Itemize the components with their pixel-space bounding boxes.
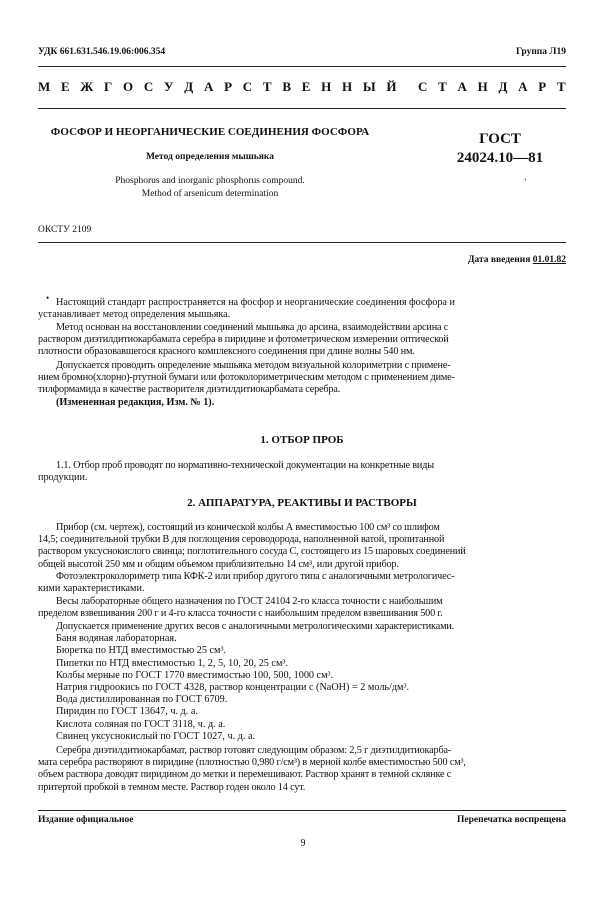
intro-paragraph-3: [38, 360, 566, 409]
list-item: Колбы мерные по ГОСТ 1770 вместимостью 100, 500, 1000 см³.: [56, 669, 334, 681]
banner-letter: С: [143, 79, 154, 94]
text-line: устанавливает метод определения мышьяка.: [38, 309, 231, 321]
document-title: ФОСФОР И НЕОРГАНИЧЕСКИЕ СОЕДИНЕНИЯ ФОСФОРА: [50, 126, 370, 138]
okstu-rule: [38, 242, 566, 243]
banner-letter: М: [38, 79, 51, 94]
photometer-paragraph: [38, 571, 566, 595]
header-rule: [38, 66, 566, 67]
banner-letter: С: [417, 79, 428, 94]
footer-rule: [38, 810, 566, 811]
text-line: объем раствора доводят пиридином до метки и перемешивают. Раствор хранят в темной склянке с: [38, 769, 452, 781]
banner-letter: С: [242, 79, 253, 94]
reprint-prohibited-label: Перепечатка воспрещена: [456, 815, 566, 825]
text-line: 14,5; соединительной трубки В для поглощения сероводорода, наполненной ватой, пропитанной: [38, 534, 445, 546]
banner-letter: Й: [386, 79, 397, 94]
document-subtitle: Метод определения мышьяка: [145, 152, 275, 162]
gost-number: 24024.10—81: [456, 150, 544, 166]
banner-letter: Н: [321, 79, 332, 94]
text-line: Настоящий стандарт распространяется на фосфор и неорганические соединения фосфора и: [56, 297, 455, 308]
text-line: Метод основан на восстановлении соединений мышьяка до арсина, взаимодействии арсина с: [56, 322, 449, 333]
bullet-dot-icon: •: [46, 293, 50, 303]
banner-letter: Н: [342, 79, 353, 94]
banner-letter: Е: [61, 79, 70, 94]
reagent-list: [38, 621, 566, 743]
section-2-heading: 2. АППАРАТУРА, РЕАКТИВЫ И РАСТВОРЫ: [187, 497, 417, 509]
banner-letter: О: [123, 79, 134, 94]
banner-letter: Г: [104, 79, 113, 94]
english-title-line-2: Method of arsenicum determination: [141, 189, 279, 199]
list-item: Свинец уксуснокислый по ГОСТ 1027, ч. д. а.: [56, 730, 256, 742]
list-item: Пипетки по НТД вместимостью 1, 2, 5, 10, 20, 25 см³.: [56, 657, 288, 669]
banner-rule: [38, 108, 566, 109]
text-line: Допускается проводить определение мышьяка методом визуальной колориметрии с примене-: [56, 360, 451, 371]
small-mark-icon: ʼ: [524, 177, 527, 186]
banner-letter: Р: [224, 79, 233, 94]
banner-letter: Т: [262, 79, 272, 94]
banner-letter: Ы: [362, 79, 376, 94]
text-line: раствором диэтилдитиокарбамата серебра в пиридине и фотометрическом измерении оптической: [38, 334, 449, 346]
banner-letter: Д: [184, 79, 194, 94]
intro-date: [468, 254, 566, 266]
list-item: Вода дистиллированная по ГОСТ 6709.: [56, 694, 228, 706]
text-line: мата серебра растворяют в пиридине (плотностью 0,980 г/см³) в мерной колбе вместимостью 500 см³,: [38, 757, 466, 769]
text-line: тилформамида в качестве растворителя диэтилдитиокарбамата серебра.: [38, 384, 341, 396]
text-line: Прибор (см. чертеж), состоящий из конической колбы А вместимостью 100 см³ со шлифом: [56, 522, 440, 533]
group-code: Группа Л19: [515, 47, 566, 57]
banner-letter: Н: [477, 79, 488, 94]
banner-letter: Е: [301, 79, 311, 94]
text-line: Серебра диэтилдитиокарбамат, раствор готовят следующим образом: 2,5 г диэтилдитиокарба-: [56, 745, 452, 756]
text-line: пределом взвешивания 200 г и 4-го класса точности с наибольшим пределом взвешивания 500 г.: [38, 608, 443, 620]
banner-letter: А: [203, 79, 214, 94]
intro-paragraph-2: [38, 322, 566, 359]
list-item: Бюретка по НТД вместимостью 25 см³.: [56, 645, 227, 657]
list-item: Баня водяная лабораторная.: [56, 633, 177, 645]
intro-paragraph-1: [38, 297, 566, 321]
intro-date-label: Дата введения: [467, 255, 533, 265]
apparatus-paragraph: [38, 522, 566, 571]
banner-letter: Д: [498, 79, 508, 94]
interstate-standard-banner: [38, 81, 566, 93]
text-line: Весы лабораторные общего назначения по ГОСТ 24104 2-го класса точности с наибольшим: [56, 596, 443, 607]
page-number: 9: [300, 838, 306, 849]
scales-paragraph: [38, 596, 566, 620]
banner-letter: Т: [556, 79, 566, 94]
text-line: кими характеристиками.: [38, 583, 145, 595]
banner-letter: В: [282, 79, 291, 94]
banner-letter: Р: [538, 79, 547, 94]
official-edition-label: Издание официальное: [38, 815, 134, 825]
banner-letter: Т: [438, 79, 447, 94]
list-item: Допускается применение других весов с аналогичными метрологическими характеристиками.: [56, 621, 455, 632]
banner-letter: Ж: [80, 79, 94, 94]
revision-note: (Измененная редакция, Изм. № 1).: [56, 396, 215, 408]
banner-letter: А: [518, 79, 528, 94]
list-item: Натрия гидроокись по ГОСТ 4328, раствор концентрации с (NaOH) = 2 моль/дм³.: [56, 682, 410, 694]
section-1-heading: 1. ОТБОР ПРОБ: [260, 434, 344, 446]
udc-code: УДК 661.631.546.19.06:006.354: [38, 47, 166, 57]
silver-reagent-paragraph: [38, 745, 566, 794]
intro-date-value: 01.01.82: [532, 255, 566, 265]
text-line: раствором уксуснокислого свинца; поглотительного сосуда С, состоящего из 15 шаровых соединений: [38, 546, 466, 558]
list-item: Пиридин по ГОСТ 13647, ч. д. а.: [56, 706, 198, 718]
text-line: притертой пробкой в темном месте. Раствор годен около 14 сут.: [38, 781, 306, 793]
gost-label: ГОСТ: [479, 131, 521, 147]
banner-letter: А: [457, 79, 467, 94]
text-line: нием бромно(хлорно)-ртутной бумаги или фотоколориметрическим методом с применением диме-: [38, 372, 455, 384]
okstu-code: ОКСТУ 2109: [38, 225, 92, 235]
text-line: общей высотой 250 мм и общим объемом приблизительно 14 см³, или другой прибор.: [38, 558, 399, 570]
text-line: плотности образовавшегося красного комплексного соединения при длине волны 540 нм.: [38, 346, 415, 358]
banner-letter: У: [164, 79, 174, 94]
list-item: Кислота соляная по ГОСТ 3118, ч. д. а.: [56, 718, 226, 730]
text-line: 1.1. Отбор проб проводят по нормативно-технической документации на конкретные виды: [56, 460, 434, 471]
text-line: продукции.: [38, 472, 88, 484]
text-line: Фотоэлектроколориметр типа КФК-2 или прибор другого типа с аналогичными метрологичес-: [56, 571, 455, 582]
english-title-line-1: Phosphorus and inorganic phosphorus compound.: [115, 176, 305, 186]
section-1-paragraph: [38, 460, 566, 484]
